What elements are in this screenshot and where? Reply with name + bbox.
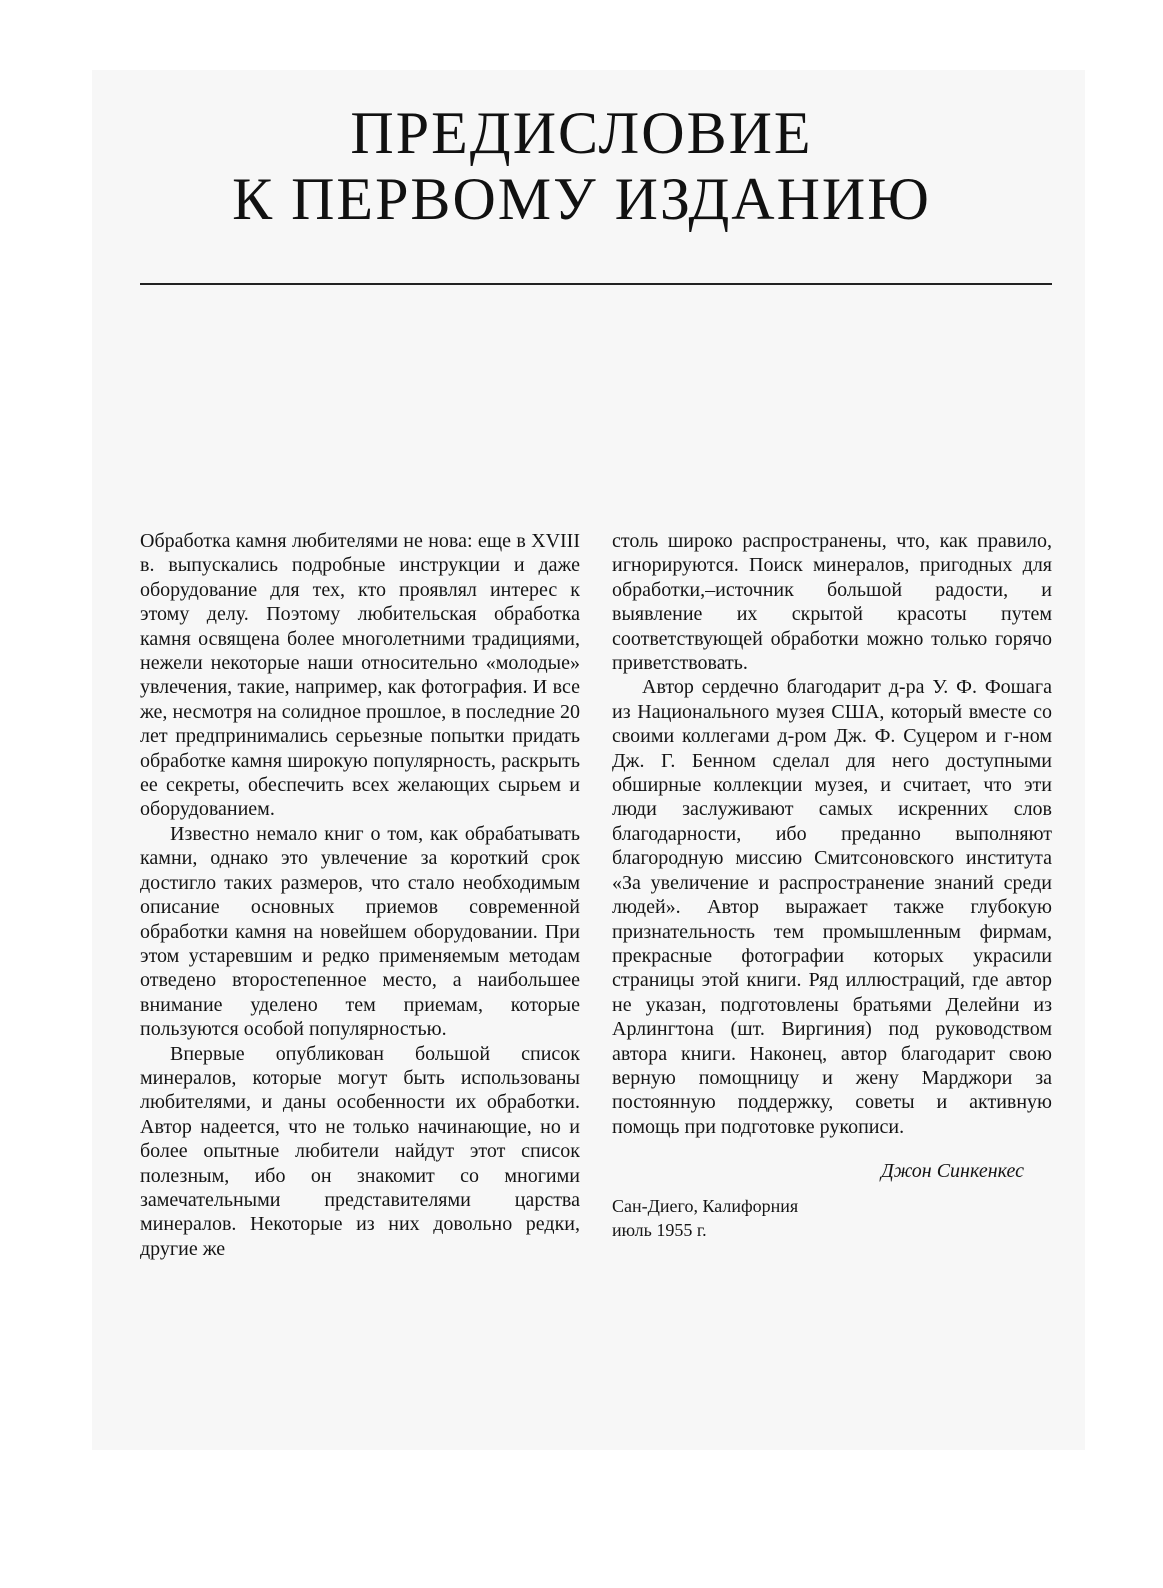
right-column	[612, 529, 1052, 1242]
title-divider	[140, 283, 1052, 285]
title-line-1: ПРЕДИСЛОВИЕ	[350, 100, 813, 166]
place-and-date	[612, 1194, 1052, 1242]
paragraph-3: Впервые опубликован большой список минералов, которые могут быть использованы любителями, и даны особенности их обработки. Автор надеется, что не только начинающие, но и более опытные любители найдут этот список полезным, ибо он знакомит со многими замечательными представителями царства минералов. Некоторые из них довольно редки, другие же	[140, 1042, 580, 1260]
place: Сан-Диего, Калифорния	[612, 1195, 799, 1216]
paragraph-2: Известно немало книг о том, как обрабатывать камни, однако это увлечение за короткий срок достигло таких размеров, что стало необходимым описание основных приемов современной обработки камня на новейшем оборудовании. При этом устаревшим и редко применяемым методам отведено второстепенное место, а наибольшее внимание уделено тем приемам, которые пользуются особой популярностью.	[140, 822, 580, 1041]
title-line-2: К ПЕРВОМУ ИЗДАНИЮ	[232, 166, 931, 232]
paragraph-1: Обработка камня любителями не нова: еще в XVIII в. выпускались подробные инструкции и даже оборудование для тех, кто проявлял интерес к этому делу. Поэтому любительская обработка камня освящена более многолетними традициями, нежели некоторые наши относительно «молодые» увлечения, такие, например, как фотография. И все же, несмотря на солидное прошлое, в последние 20 лет предпринимались серьезные попытки придать обработке камня широкую популярность, раскрыть ее секреты, обеспечить всех желающих сырьем и оборудованием.	[140, 530, 580, 821]
date: июль 1955 г.	[612, 1219, 707, 1240]
author-signature: Джон Синкенкес	[880, 1160, 1024, 1183]
paragraph-4: Автор сердечно благодарит д-ра У. Ф. Фошага из Национального музея США, который вместе со своими коллегами д-ром Дж. Ф. Суцером и г-ном Дж. Г. Бенном сделал для него доступными обширные коллекции музея, и считает, что эти люди заслуживают самых искренних слов благодарности, ибо преданно выполняют благородную миссию Смитсоновского института «За увеличение и распространение знаний среди людей». Автор выражает также глубокую признательность тем промышленным фирмам, прекрасные фотографии которых украсили страницы этой книги. Ряд иллюстраций, где автор не указан, подготовлены братьями Делейни из Арлингтона (шт. Виргиния) под руководством автора книги. Наконец, автор благодарит свою верную помощницу и жену Марджори за постоянную поддержку, советы и активную помощь при подготовке рукописи.	[612, 676, 1052, 1138]
paragraph-3-continued: столь широко распространены, что, как правило, игнорируются. Поиск минералов, пригодных для обработки,–источник большой радости, и выявление их скрытой красоты путем соответствующей обработки можно только горячо приветствовать.	[612, 530, 1052, 675]
page-title	[0, 100, 1163, 232]
left-column	[140, 529, 580, 1261]
